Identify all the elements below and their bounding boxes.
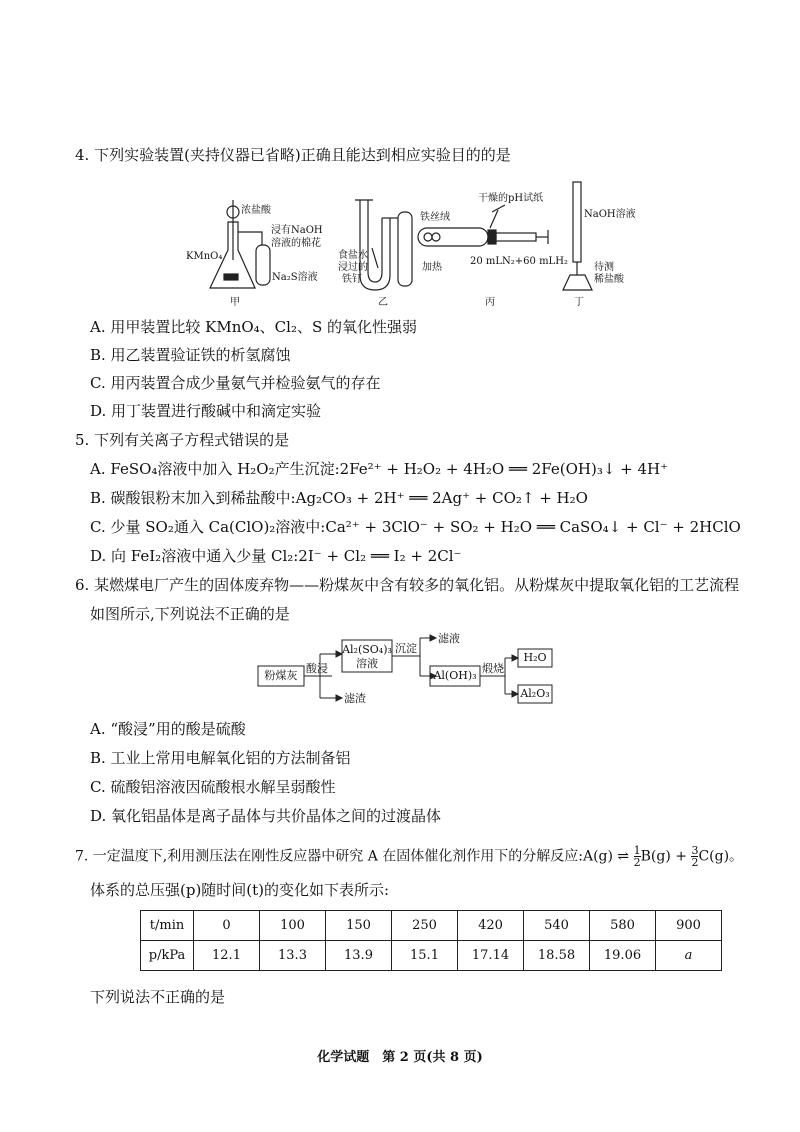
q7-frac1-den: 2 [633, 856, 641, 869]
jia-label-na2s: Na₂S溶液 [272, 272, 318, 283]
table-row [141, 941, 722, 971]
yi-label-1: 食盐水 [338, 250, 368, 261]
q4-option-c: C. 用丙装置合成少量氨气并检验氨气的存在 [90, 374, 381, 392]
q7-stem-line3: 下列说法不正确的是 [90, 988, 226, 1006]
q6-stem-line2: 如图所示,下列说法不正确的是 [90, 605, 290, 623]
table-cell: 540 [524, 911, 590, 941]
jia-label-cotton: 溶液的棉花 [271, 238, 321, 249]
bing-caption: 丙 [485, 297, 495, 308]
table-cell: 900 [656, 911, 722, 941]
bing-label-ph: 干燥的pH试纸 [478, 193, 544, 204]
table-cell: a [656, 941, 722, 971]
table-cell: 100 [260, 911, 326, 941]
ding-label-2: 稀盐酸 [594, 274, 624, 285]
flow-out2: Al₂O₃ [520, 687, 550, 700]
table-cell: 19.06 [590, 941, 656, 971]
bing-label-gas: 20 mLN₂+60 mLH₂ [470, 256, 568, 267]
flow-waste: 滤渣 [344, 692, 366, 705]
q7-stem-mid: B(g) + [640, 848, 692, 865]
table-cell: 13.3 [260, 941, 326, 971]
q4-option-d: D. 用丁装置进行酸碱中和滴定实验 [90, 402, 322, 420]
q5-option-b: B. 碳酸银粉末加入到稀盐酸中:Ag₂CO₃ + 2H⁺ ══ 2Ag⁺ + CO₂↑ + H₂O [90, 489, 588, 507]
q7-stem-end: C(g)。 [698, 848, 744, 865]
q5-stem: 5. 下列有关离子方程式错误的是 [75, 431, 290, 449]
q6-option-d: D. 氧化铝晶体是离子晶体与共价晶体之间的过渡晶体 [90, 807, 442, 825]
q5-option-d: D. 向 FeI₂溶液中通入少量 Cl₂:2I⁻ + Cl₂ ══ I₂ + 2Cl⁻ [90, 547, 462, 565]
table-row [141, 911, 722, 941]
table-cell: 12.1 [194, 941, 260, 971]
q7-pressure-table [140, 910, 722, 971]
flow-step3: 煅烧 [482, 662, 504, 675]
yi-label-3: 铁钉 [342, 274, 362, 285]
jia-label-kmno4: KMnO₄ [186, 251, 223, 262]
flow-step1: 酸浸 [306, 662, 328, 675]
table-cell: 250 [392, 911, 458, 941]
table-cell: 13.9 [326, 941, 392, 971]
q5-option-c: C. 少量 SO₂通入 Ca(ClO)₂溶液中:Ca²⁺ + 3ClO⁻ + SO₂ + H₂O ══ CaSO₄↓ + Cl⁻ + 2HClO [90, 518, 741, 536]
q7-stem-line1 [75, 845, 743, 868]
q6-option-b: B. 工业上常用电解氧化铝的方法制备铝 [90, 749, 351, 767]
table-row-label: p/kPa [141, 941, 194, 971]
q7-frac2-num: 3 [691, 844, 699, 857]
table-cell: 15.1 [392, 941, 458, 971]
table-row-label: t/min [141, 911, 194, 941]
page-footer: 化学试题 第 2 页(共 8 页) [317, 1050, 483, 1065]
q7-frac1 [634, 845, 641, 868]
q4-option-b: B. 用乙装置验证铁的析氢腐蚀 [90, 346, 291, 364]
q6-stem-line1: 6. 某燃煤电厂产生的固体废弃物——粉煤灰中含有较多的氧化铝。从粉煤灰中提取氧化铝的工艺流程 [75, 576, 740, 594]
q4-stem: 4. 下列实验装置(夹持仪器已省略)正确且能达到相应实验目的的是 [75, 146, 511, 164]
table-cell: 150 [326, 911, 392, 941]
jia-label-conc-hcl: 浓盐酸 [241, 205, 271, 216]
ding-label-1: 待测 [594, 262, 614, 273]
flow-step2: 沉淀 [395, 642, 417, 655]
q7-stem-text: 7. 一定温度下,利用测压法在刚性反应器中研究 A 在固体催化剂作用下的分解反应:A(g) ⇌ [75, 848, 634, 865]
bing-label-iron: 铁丝绒 [420, 212, 450, 223]
table-cell: 580 [590, 911, 656, 941]
flow-start: 粉煤灰 [264, 669, 298, 682]
flow-filtrate: 滤液 [438, 632, 460, 645]
table-cell: 18.58 [524, 941, 590, 971]
q7-frac1-num: 1 [633, 844, 641, 857]
q6-option-c: C. 硫酸铝溶液因硫酸根水解呈弱酸性 [90, 778, 336, 796]
yi-caption: 乙 [378, 297, 388, 308]
yi-label-2: 浸过的 [338, 262, 368, 273]
flow-box3: Al(OH)₃ [433, 669, 477, 682]
table-cell: 17.14 [458, 941, 524, 971]
flow-out1: H₂O [523, 651, 547, 664]
ding-caption: 丁 [574, 297, 584, 308]
ding-label-naoh: NaOH溶液 [584, 209, 636, 220]
jia-label-naoh: 浸有NaOH [271, 225, 323, 236]
bing-label-heat: 加热 [422, 262, 442, 273]
q4-option-a: A. 用甲装置比较 KMnO₄、Cl₂、S 的氧化性强弱 [90, 318, 418, 336]
jia-caption: 甲 [230, 297, 240, 308]
flow-box2-line2: 溶液 [356, 657, 378, 670]
table-cell: 0 [194, 911, 260, 941]
q5-option-a: A. FeSO₄溶液中加入 H₂O₂产生沉淀:2Fe²⁺ + H₂O₂ + 4H₂O ══ 2Fe(OH)₃↓ + 4H⁺ [90, 460, 669, 478]
q7-stem-line2: 体系的总压强(p)随时间(t)的变化如下表所示: [90, 881, 390, 899]
q7-frac2-den: 2 [691, 856, 699, 869]
q6-option-a: A. “酸浸”用的酸是硫酸 [90, 720, 246, 738]
flow-box2-line1: Al₂(SO₄)₃ [342, 643, 392, 656]
table-cell: 420 [458, 911, 524, 941]
